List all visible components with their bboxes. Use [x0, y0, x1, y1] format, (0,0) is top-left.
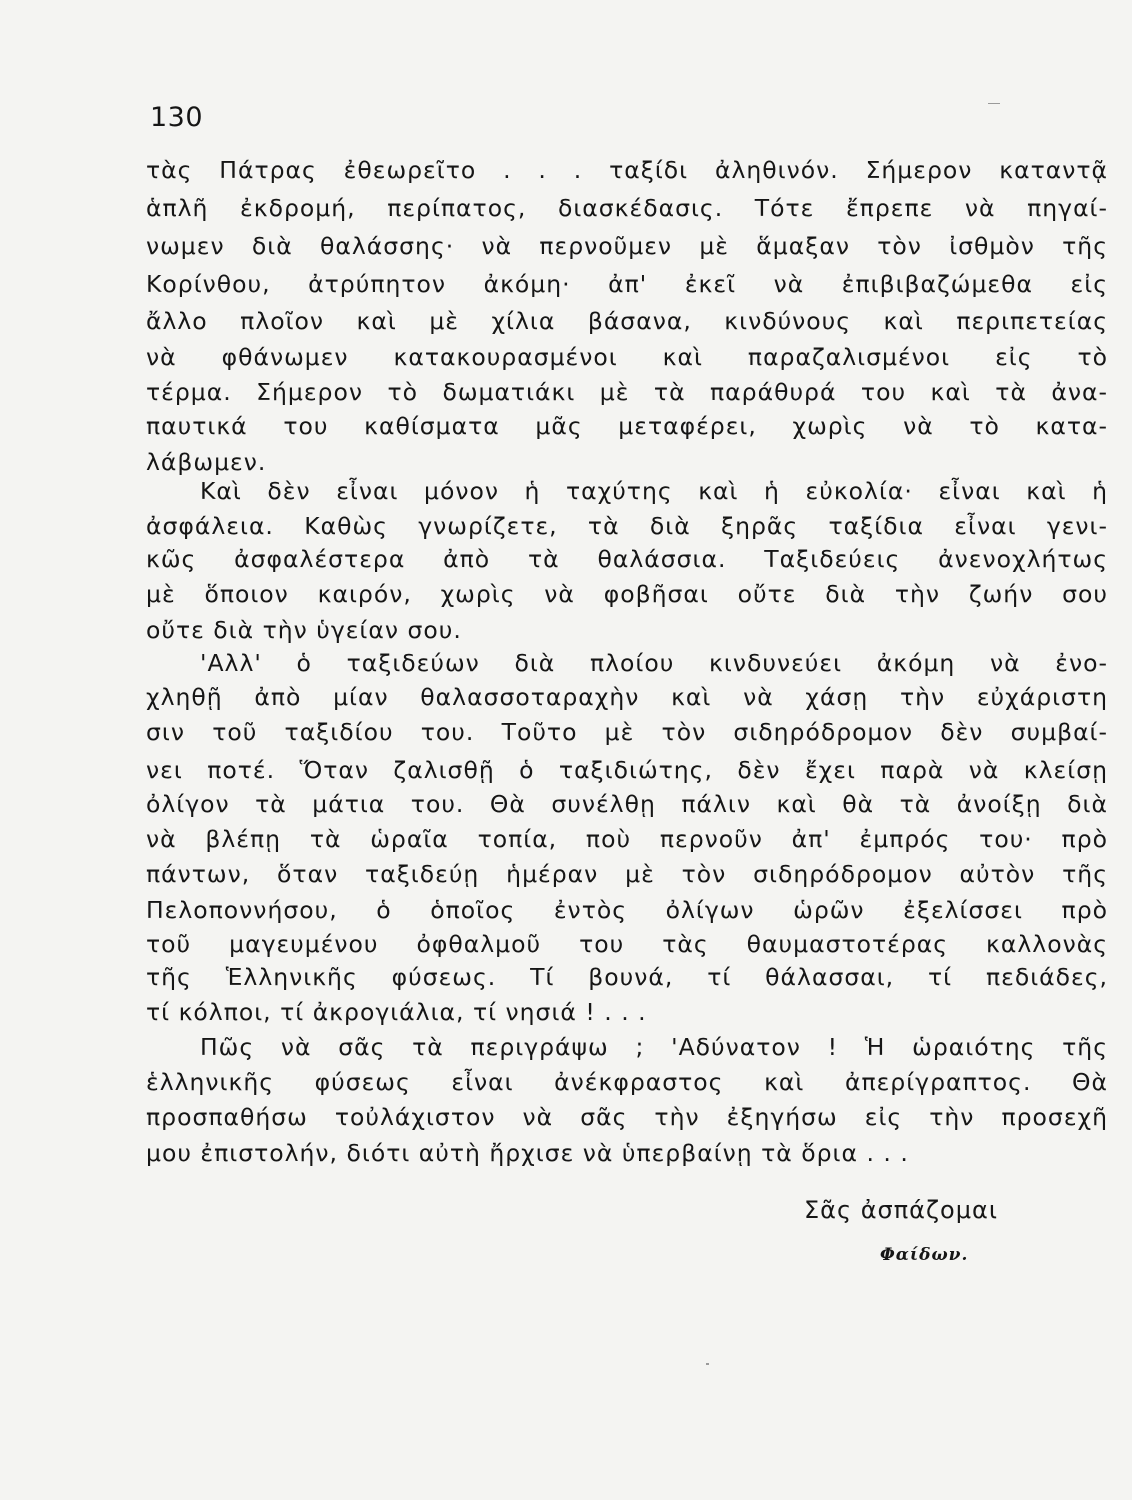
- scan-speck: [706, 1363, 709, 1365]
- text-line: ὀλίγον τὰ μάτια του. Θὰ συνέλθῃ πάλιν καὶ θὰ τὰ ἀνοίξῃ διὰ: [146, 790, 1108, 818]
- text-line: τῆς Ἑλληνικῆς φύσεως. Τί βουνά, τί θάλασσαι, τί πεδιάδες,: [146, 963, 1108, 991]
- text-line: ἑλληνικῆς φύσεως εἶναι ἀνέκφραστος καὶ ἀπερίγραπτος. Θὰ: [146, 1068, 1108, 1096]
- text-line: πάντων, ὅταν ταξιδεύῃ ἡμέραν μὲ τὸν σιδηρόδρομον αὐτὸν τῆς: [146, 860, 1108, 888]
- text-line: νὰ βλέπῃ τὰ ὡραῖα τοπία, ποὺ περνοῦν ἀπ' ἐμπρός του· πρὸ: [146, 825, 1108, 853]
- text-line: τί κόλποι, τί ἀκρογιάλια, τί νησιά ! . . .: [146, 998, 647, 1026]
- text-line: νὰ φθάνωμεν κατακουρασμένοι καὶ παραζαλισμένοι εἰς τὸ: [146, 343, 1108, 371]
- text-line: Κορίνθου, ἀτρύπητον ἀκόμη· ἀπ' ἐκεῖ νὰ ἐπιβιβαζώμεθα εἰς: [146, 270, 1108, 298]
- text-line: σιν τοῦ ταξιδίου του. Τοῦτο μὲ τὸν σιδηρόδρομον δὲν συμβαί-: [146, 718, 1108, 746]
- text-line: τέρμα. Σήμερον τὸ δωματιάκι μὲ τὰ παράθυρά του καὶ τὰ ἀνα-: [146, 378, 1108, 406]
- text-line: νωμεν διὰ θαλάσσης· νὰ περνοῦμεν μὲ ἅμαξαν τὸν ἰσθμὸν τῆς: [146, 232, 1108, 260]
- text-line: τοῦ μαγευμένου ὀφθαλμοῦ του τὰς θαυμαστοτέρας καλλονὰς: [146, 930, 1108, 958]
- text-line: λάβωμεν.: [146, 448, 267, 476]
- text-line: Καὶ δὲν εἶναι μόνον ἡ ταχύτης καὶ ἡ εὐκολία· εἶναι καὶ ἡ: [200, 477, 1108, 505]
- signature: Φαίδων.: [880, 1245, 969, 1265]
- text-line: τὰς Πάτρας ἐθεωρεῖτο . . . ταξίδι ἀληθινόν. Σήμερον καταντᾷ: [146, 156, 1108, 184]
- text-line: προσπαθήσω τοὐλάχιστον νὰ σᾶς τὴν ἐξηγήσω εἰς τὴν προσεχῆ: [146, 1103, 1108, 1131]
- text-line: Πελοποννήσου, ὁ ὁποῖος ἐντὸς ὀλίγων ὡρῶν ἐξελίσσει πρὸ: [146, 896, 1108, 924]
- text-line: κῶς ἀσφαλέστερα ἀπὸ τὰ θαλάσσια. Ταξιδεύεις ἀνενοχλήτως: [146, 545, 1108, 573]
- scan-speck: [988, 103, 1000, 104]
- text-line: νει ποτέ. Ὅταν ζαλισθῇ ὁ ταξιδιώτης, δὲν ἔχει παρὰ νὰ κλείσῃ: [146, 756, 1108, 784]
- text-line: μὲ ὅποιον καιρόν, χωρὶς νὰ φοβῆσαι οὔτε διὰ τὴν ζωήν σου: [146, 580, 1108, 608]
- text-line: παυτικά του καθίσματα μᾶς μεταφέρει, χωρὶς νὰ τὸ κατα-: [146, 412, 1108, 440]
- text-line: ἀσφάλεια. Καθὼς γνωρίζετε, τὰ διὰ ξηρᾶς ταξίδια εἶναι γενι-: [146, 512, 1108, 540]
- text-line: ἄλλο πλοῖον καὶ μὲ χίλια βάσανα, κινδύνους καὶ περιπετείας: [146, 307, 1108, 335]
- text-line: οὔτε διὰ τὴν ὑγείαν σου.: [146, 616, 462, 644]
- text-line: μου ἐπιστολήν, διότι αὐτὴ ἤρχισε νὰ ὑπερβαίνῃ τὰ ὅρια . . .: [146, 1139, 909, 1167]
- page-number: 130: [150, 102, 204, 133]
- text-line: Πῶς νὰ σᾶς τὰ περιγράψω ; 'Αδύνατον ! Ἡ ὡραιότης τῆς: [200, 1033, 1108, 1061]
- text-line: ἁπλῆ ἐκδρομή, περίπατος, διασκέδασις. Τότε ἔπρεπε νὰ πηγαί-: [146, 194, 1108, 222]
- text-line: χληθῇ ἀπὸ μίαν θαλασσοταραχὴν καὶ νὰ χάσῃ τὴν εὐχάριστη: [146, 683, 1108, 711]
- closing-salutation: Σᾶς ἀσπάζομαι: [804, 1196, 998, 1224]
- text-line: 'Αλλ' ὁ ταξιδεύων διὰ πλοίου κινδυνεύει ἀκόμη νὰ ἐνο-: [200, 649, 1108, 677]
